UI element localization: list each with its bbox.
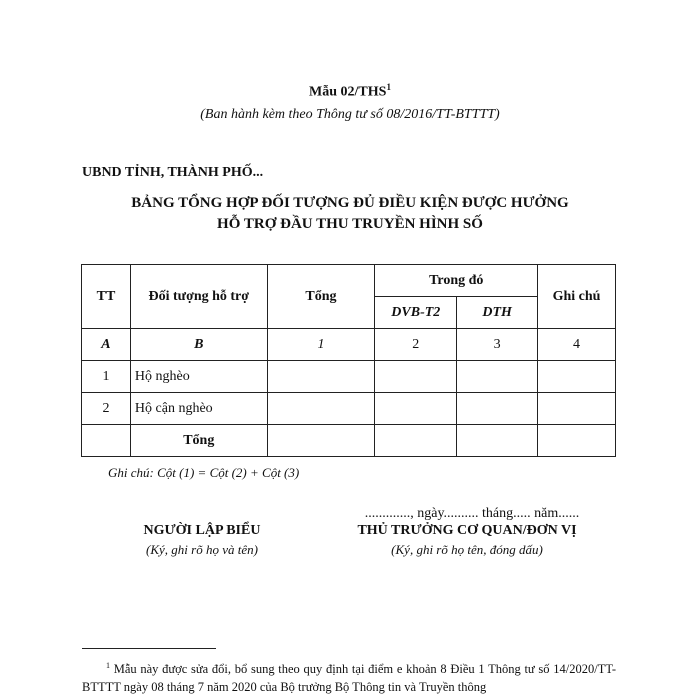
total-row-tt (82, 425, 131, 457)
row-dth-cell[interactable] (457, 393, 538, 425)
preparer-signature-block (112, 523, 292, 558)
total-row-note-cell[interactable] (538, 425, 616, 457)
index-cell-b: B (130, 329, 267, 361)
head-signature-block (312, 523, 622, 558)
index-cell-4: 4 (538, 329, 616, 361)
footnote-divider (82, 648, 216, 649)
table-row (82, 361, 616, 393)
row-dth-cell[interactable] (457, 361, 538, 393)
form-code (0, 82, 700, 101)
document-title-line2: HỖ TRỢ ĐẦU THU TRUYỀN HÌNH SỐ (217, 216, 483, 232)
preparer-title: NGƯỜI LẬP BIỂU (143, 523, 261, 538)
footnote-mark: 1 (106, 661, 110, 670)
header-tt: TT (82, 265, 131, 329)
row-dvbt2-cell[interactable] (375, 361, 457, 393)
row-total-cell[interactable] (267, 361, 375, 393)
header-of-which: Trong đó (375, 265, 538, 297)
footnote-reference[interactable]: 1 (386, 82, 391, 92)
row-note-cell[interactable] (538, 393, 616, 425)
row-tt: 2 (82, 393, 131, 425)
row-total-cell[interactable] (267, 393, 375, 425)
footnote-text: Mẫu này được sửa đổi, bổ sung theo quy định tại điểm e khoản 8 Điều 1 Thông tư số 14/2020/TT-BTTTT ngày 08 tháng 7 năm 2020 của Bộ trưởng Bộ Thông tin và Truyền thông (82, 662, 616, 695)
row-note-cell[interactable] (538, 361, 616, 393)
column-formula-note: Ghi chú: Cột (1) = Cột (2) + Cột (3) (108, 465, 300, 480)
index-cell-1: 1 (267, 329, 375, 361)
summary-table (81, 264, 616, 457)
row-tt: 1 (82, 361, 131, 393)
table-header-row (82, 265, 616, 297)
table-total-row (82, 425, 616, 457)
row-subject: Hộ cận nghèo (130, 393, 267, 425)
index-cell-2: 2 (375, 329, 457, 361)
total-row-total-cell[interactable] (267, 425, 375, 457)
total-row-label: Tổng (130, 425, 267, 457)
form-code-text: Mẫu 02/THS (309, 84, 387, 100)
header-subject: Đối tượng hỗ trợ (130, 265, 267, 329)
index-cell-a: A (82, 329, 131, 361)
header-total: Tổng (267, 265, 375, 329)
footnote (82, 657, 616, 696)
preparer-instruction: (Ký, ghi rõ họ và tên) (146, 542, 258, 557)
date-line: ............., ngày.......... tháng..... năm...... (364, 506, 580, 521)
table-index-row (82, 329, 616, 361)
agency-name: UBND TỈNH, THÀNH PHỐ... (82, 165, 264, 180)
index-cell-3: 3 (457, 329, 538, 361)
table-row (82, 393, 616, 425)
header-dvbt2: DVB-T2 (375, 297, 457, 329)
issuance-note: (Ban hành kèm theo Thông tư số 08/2016/TT-BTTTT) (200, 107, 500, 122)
row-subject: Hộ nghèo (130, 361, 267, 393)
total-row-dth-cell[interactable] (457, 425, 538, 457)
head-instruction: (Ký, ghi rõ họ tên, đóng dấu) (391, 542, 543, 557)
header-note: Ghi chú (538, 265, 616, 329)
row-dvbt2-cell[interactable] (375, 393, 457, 425)
head-title: THỦ TRƯỞNG CƠ QUAN/ĐƠN VỊ (357, 523, 577, 538)
document-title-line1: BẢNG TỔNG HỢP ĐỐI TƯỢNG ĐỦ ĐIỀU KIỆN ĐƯỢC HƯỞNG (131, 195, 569, 211)
total-row-dvbt2-cell[interactable] (375, 425, 457, 457)
header-dth: DTH (457, 297, 538, 329)
